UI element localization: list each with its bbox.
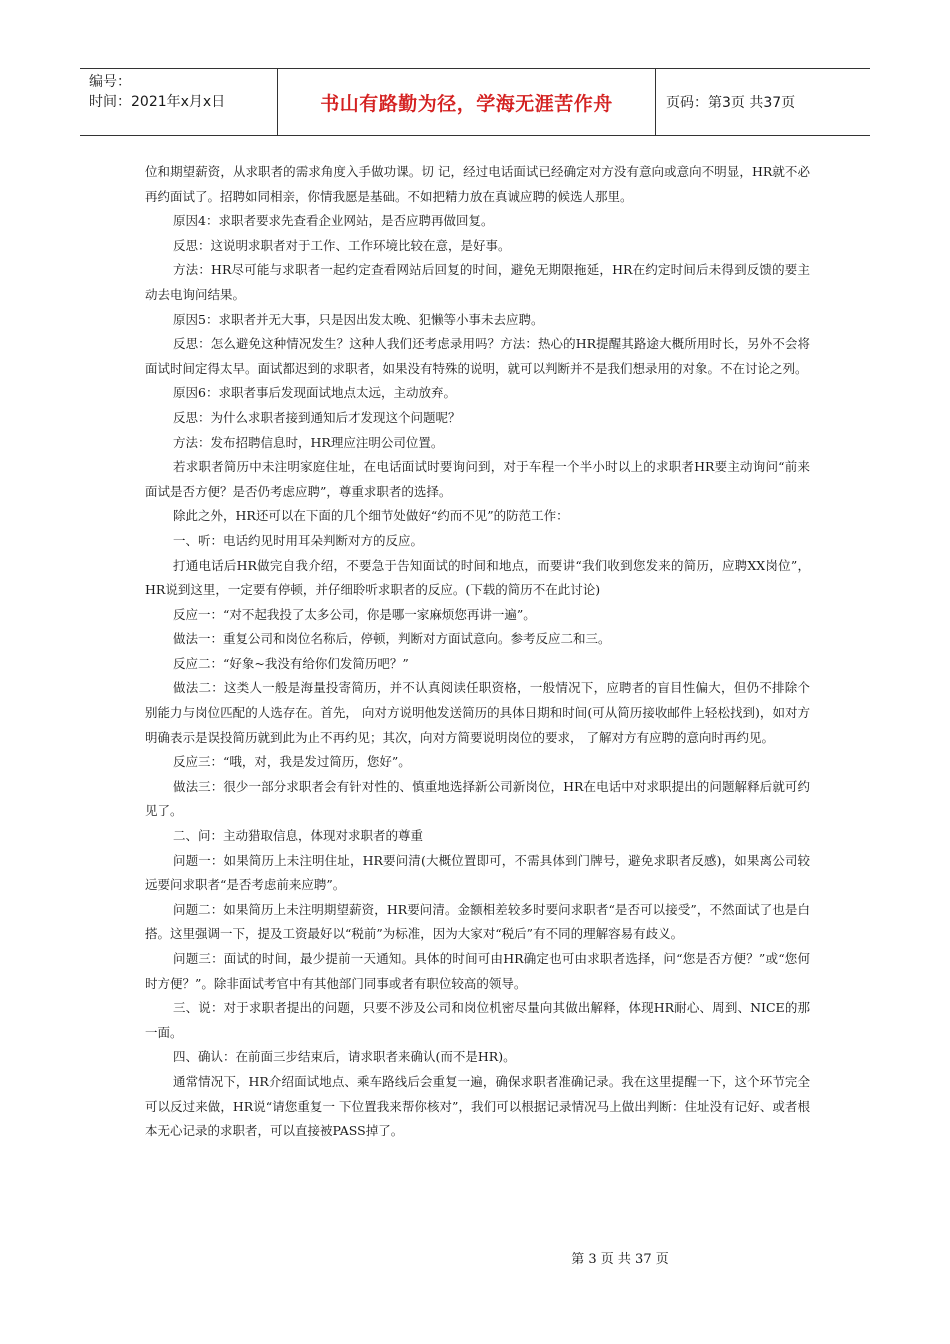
paragraph: 原因6：求职者事后发现面试地点太远，主动放弃。 [173,385,456,401]
header-page-info: 页码：第3页 共37页 [666,95,796,111]
paragraph: 反思：这说明求职者对于工作、工作环境比较在意，是好事。 [173,237,511,253]
document-number-label: 编号： [89,74,131,90]
paragraph: 方法：HR尽可能与求职者一起约定查看网站后回复的时间，避免无期限拖延，HR在约定时间后未得到反馈的要主动去电询问结果。 [145,262,810,302]
paragraph: 反应一：“对不起我投了太多公司，你是哪一家麻烦您再讲一遍”。 [173,606,536,622]
section-heading: 四、确认：在前面三步结束后，请求职者来确认(而不是HR)。 [173,1049,516,1065]
page-header [80,68,870,136]
paragraph: 方法：发布招聘信息时，HR理应注明公司位置。 [173,434,444,450]
footer-page-number: 第 3 页 共 37 页 [571,1252,669,1267]
page-footer [0,1248,950,1267]
section-heading: 三、说：对于求职者提出的问题，只要不涉及公司和岗位机密尽量向其做出解释，体现HR耐心、周到、NICE的那一面。 [145,1000,810,1040]
paragraph: 做法二：这类人一般是海量投寄简历，并不认真阅读任职资格，一般情况下，应聘者的盲目性偏大，但仍不排除个别能力与岗位匹配的人选存在。首先， 向对方说明他发送简历的具体日期和时间(可从简历接收邮件上轻松找到)，如对方明确表示是误投简历就到此为止不再约见；其次，向对方简要说明岗位的要求， 了解对方有应聘的意向时再约见。 [145,680,810,745]
paragraph: 反应三：“哦，对，我是发过简历，您好”。 [173,754,411,770]
paragraph: 原因5：求职者并无大事，只是因出发太晚、犯懒等小事未去应聘。 [173,311,544,327]
paragraph: 通常情况下，HR介绍面试地点、乘车路线后会重复一遍，确保求职者准确记录。我在这里提醒一下，这个环节完全可以反过来做，HR说“请您重复一 下位置我来帮你核对”，我们可以根据记录情况马上做出判断：住址没有记好、或者根本无心记录的求职者，可以直接被PASS掉了。 [145,1073,810,1139]
document-body [145,160,810,1144]
paragraph: 做法一：重复公司和岗位名称后，停顿，判断对方面试意向。参考反应二和三。 [173,631,611,647]
section-heading: 二、问：主动猎取信息，体现对求职者的尊重 [173,828,424,844]
paragraph: 打通电话后HR做完自我介绍，不要急于告知面试的时间和地点，而要讲“我们收到您发来的简历，应聘XX岗位”，HR说到这里，一定要有停顿，并仔细聆听求职者的反应。(下载的简历不在此讨论) [145,557,810,598]
paragraph: 若求职者简历中未注明家庭住址，在电话面试时要询问到，对于车程一个半小时以上的求职者HR要主动询问“前来面试是否方便？是否仍考虑应聘”，尊重求职者的选择。 [145,459,810,499]
paragraph: 反应二：“好象~我没有给你们发简历吧？” [173,655,409,671]
section-heading: 一、听：电话约见时用耳朵判断对方的反应。 [173,532,424,548]
paragraph: 原因4：求职者要求先查看企业网站，是否应聘再做回复。 [173,213,494,229]
paragraph: 做法三：很少一部分求职者会有针对性的、慎重地选择新公司新岗位，HR在电话中对求职提出的问题解释后就可约见了。 [145,778,810,819]
header-motto: 书山有路勤为径，学海无涯苦作舟 [320,92,613,115]
paragraph: 反思：怎么避免这种情况发生？这种人我们还考虑录用吗？方法：热心的HR提醒其路途大概所用时长，另外不会将面试时间定得太早。面试都迟到的求职者，如果没有特殊的说明，就可以判断并不是我们想录用的对象。不在讨论之列。 [145,336,810,376]
document-time-label: 时间：2021年x月x日 [89,94,226,110]
paragraph: 问题三：面试的时间，最少提前一天通知。具体的时间可由HR确定也可由求职者选择，问“您是否方便？”或“您何时方便？”。除非面试考官中有其他部门同事或者有职位较高的领导。 [145,951,810,991]
header-meta [80,69,278,135]
paragraph: 除此之外，HR还可以在下面的几个细节处做好“约而不见”的防范工作： [173,508,569,524]
header-motto-cell [278,69,656,135]
paragraph: 问题一：如果简历上未注明住址，HR要问清(大概位置即可，不需具体到门牌号，避免求职者反感)，如果离公司较远要问求职者“是否考虑前来应聘”。 [145,852,810,893]
header-page-info-cell [656,69,870,135]
paragraph: 反思：为什么求职者接到通知后才发现这个问题呢？ [173,409,461,425]
paragraph: 位和期望薪资，从求职者的需求角度入手做功课。切 记，经过电话面试已经确定对方没有意向或意向不明显，HR就不必再约面试了。招聘如同相亲，你情我愿是基础。不如把精力放在真诚应聘的候选人那里。 [145,164,810,204]
paragraph: 问题二：如果简历上未注明期望薪资，HR要问清。金额相差较多时要问求职者“是否可以接受”，不然面试了也是白搭。这里强调一下，提及工资最好以“税前”为标准，因为大家对“税后”有不同的理解容易有歧义。 [145,901,810,942]
